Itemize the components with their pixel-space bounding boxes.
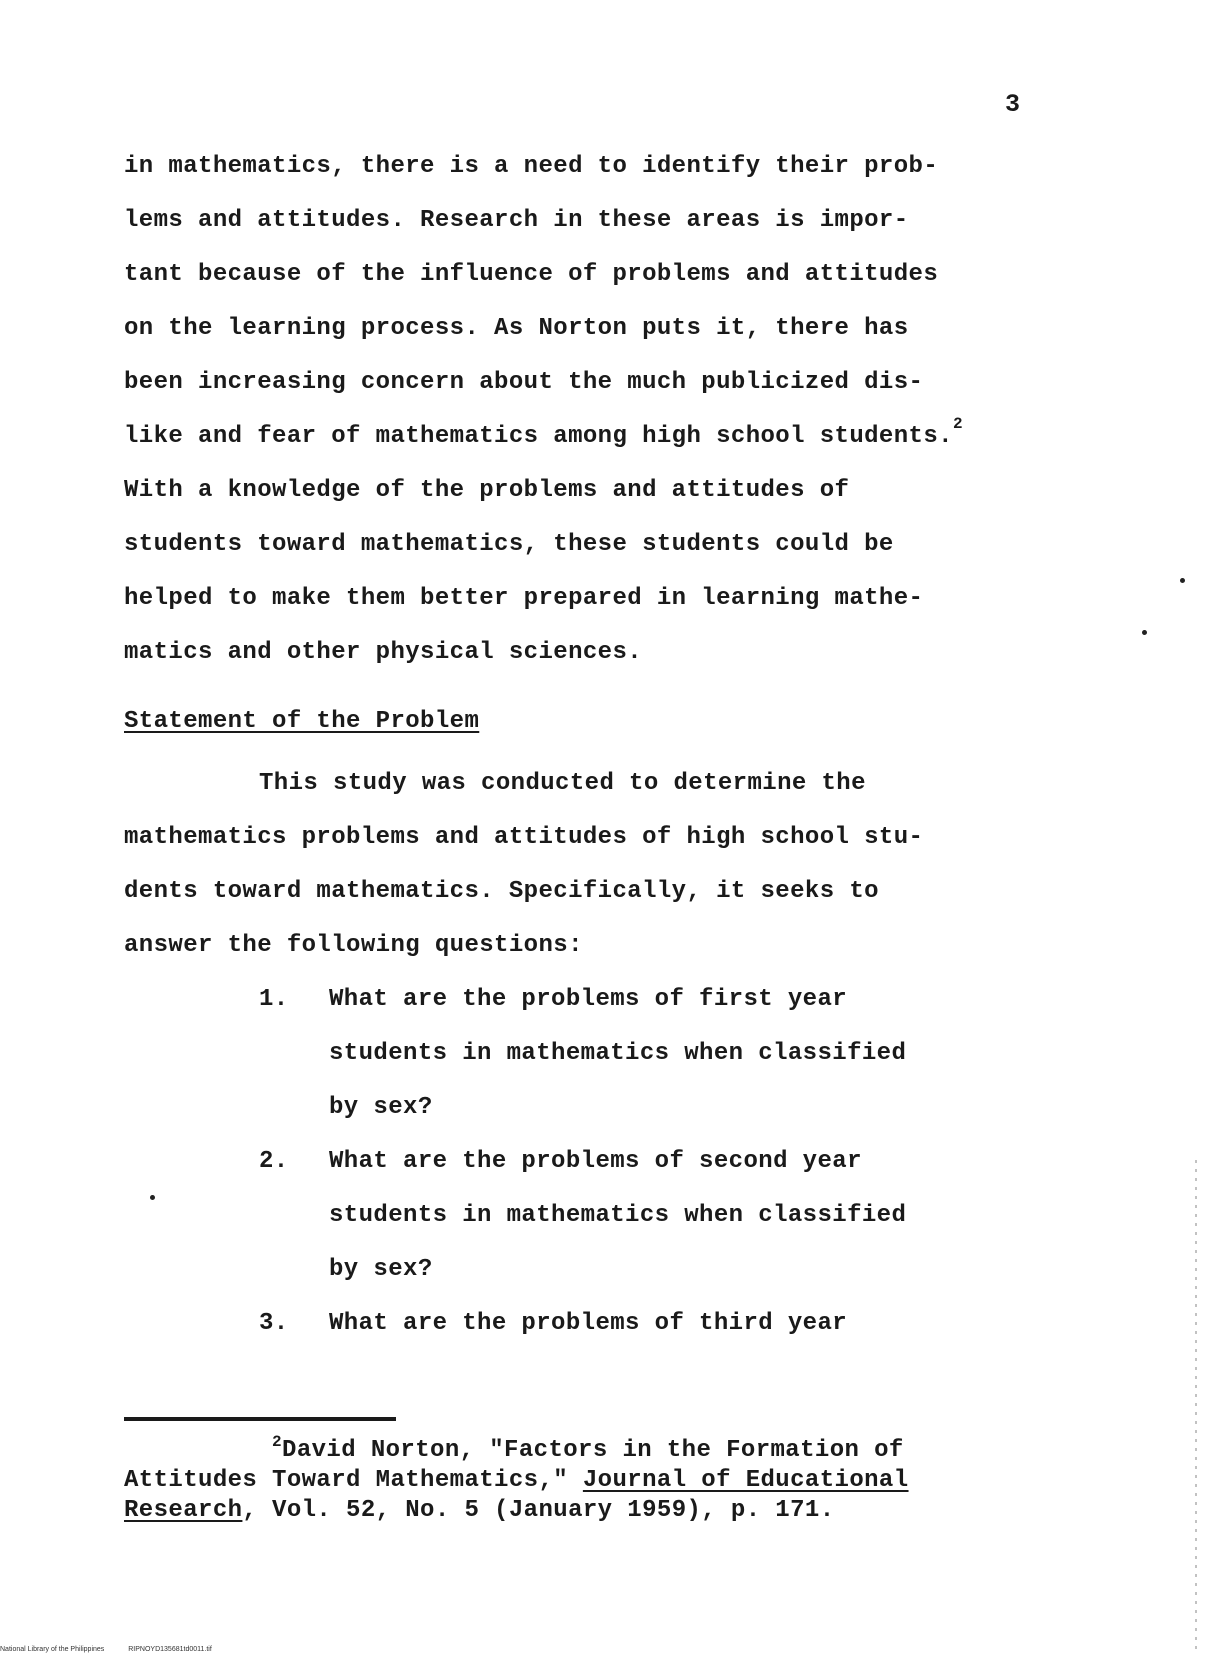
question-line: What are the problems of third year (329, 1310, 848, 1337)
footnote-text: , Vol. 52, No. 5 (January 1959), p. 171. (242, 1497, 835, 1524)
footnote (124, 1433, 909, 1526)
question-number: 3. (259, 1310, 289, 1337)
body-line: tant because of the influence of problems and attitudes (124, 261, 939, 288)
body-line: With a knowledge of the problems and attitudes of (124, 477, 850, 504)
body-line: lems and attitudes. Research in these areas is impor- (124, 207, 909, 234)
journal-title: Journal of Educational (582, 1467, 909, 1494)
archive-file: RIPNOYD135681td0011.tif (128, 1646, 212, 1653)
question-item (124, 1297, 923, 1351)
body-line: like and fear of mathematics among high school students. (124, 423, 953, 450)
footnote-line (124, 1496, 909, 1526)
body-line: This study was conducted to determine the (259, 770, 866, 797)
journal-title: Research (124, 1497, 243, 1524)
question-line: by sex? (329, 1094, 433, 1121)
body-line-with-note (124, 410, 1084, 464)
footnote-line (124, 1466, 909, 1496)
body-line: mathematics problems and attitudes of high school stu- (124, 824, 924, 851)
scan-speck (1142, 630, 1147, 635)
question-line: by sex? (329, 1256, 433, 1283)
footnote-divider (124, 1417, 396, 1421)
scan-speck (150, 1195, 155, 1200)
question-item (124, 973, 923, 1135)
question-line: What are the problems of first year (329, 986, 848, 1013)
footnote-text: David Norton, "Factors in the Formation of (282, 1437, 904, 1464)
footnote-line (124, 1433, 909, 1466)
question-line: students in mathematics when classified (329, 1202, 907, 1229)
page-number: 3 (1005, 90, 1021, 119)
body-line: in mathematics, there is a need to identify their prob- (124, 153, 939, 180)
footnote-text: Attitudes Toward Mathematics," (124, 1467, 583, 1494)
footnote-reference: 2 (952, 415, 963, 433)
footnote-marker: 2 (272, 1433, 283, 1451)
question-number: 2. (259, 1148, 289, 1175)
body-line: matics and other physical sciences. (124, 639, 643, 666)
question-line: students in mathematics when classified (329, 1040, 907, 1067)
question-item (124, 1135, 923, 1297)
section-heading: Statement of the Problem (124, 708, 480, 735)
body-paragraph (124, 140, 1084, 680)
body-line: been increasing concern about the much publicized dis- (124, 369, 924, 396)
body-line: dents toward mathematics. Specifically, it seeks to (124, 878, 879, 905)
archive-library: National Library of the Philippines (0, 1646, 105, 1653)
archive-footer (0, 1646, 234, 1653)
body-line: students toward mathematics, these students could be (124, 531, 894, 558)
problem-paragraph (124, 757, 923, 1351)
body-line: on the learning process. As Norton puts it, there has (124, 315, 909, 342)
body-line: helped to make them better prepared in learning mathe- (124, 585, 924, 612)
body-line: answer the following questions: (124, 932, 583, 959)
question-line: What are the problems of second year (329, 1148, 862, 1175)
scan-edge-noise (1195, 1160, 1197, 1650)
scan-speck (1180, 578, 1185, 583)
question-number: 1. (259, 986, 289, 1013)
